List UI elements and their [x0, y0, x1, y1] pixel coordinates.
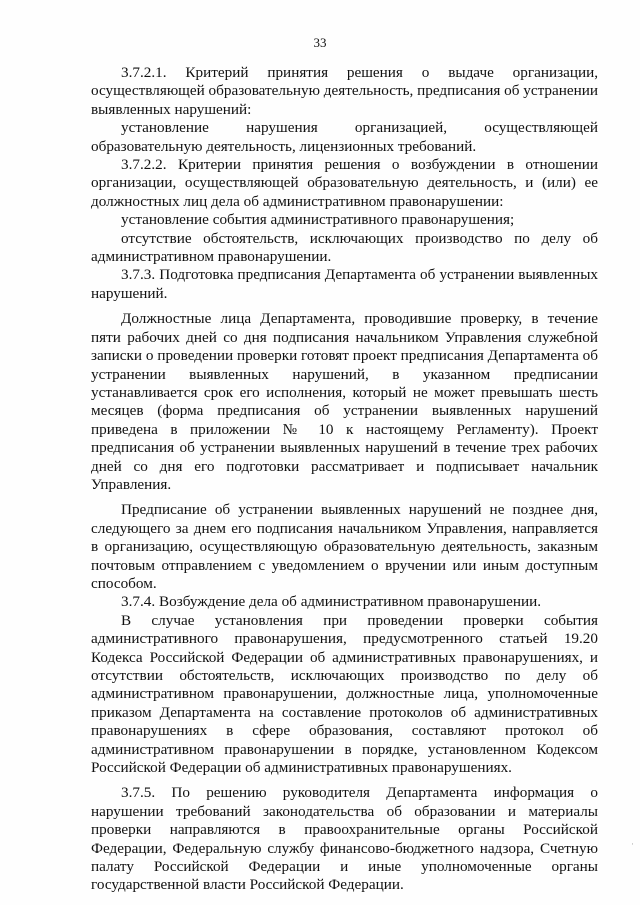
paragraph: Должностные лица Департамента, проводившие проверку, в течение пяти рабочих дней со дня подписания начальником Управления служебной записки о проведении проверки готовят проект предписания Департамента об устранении выявленных нарушений, в указанном предписании устанавливается срок его исполнения, который не может превышать шесть месяцев (форма предписания об устранении выявленных нарушений приведена в приложении № 10 к настоящему Регламенту). Проект предписания об устранении выявленных нарушений в течение трех рабочих дней со дня его подготовки рассматривает и подписывает начальник Управления. [91, 310, 598, 493]
page-number: 33 [313, 35, 327, 50]
paragraph: 3.7.2.2. Критерии принятия решения о возбуждении в отношении организации, осуществляющей образовательную деятельность, и (или) ее должностных лиц дела об административном правонарушении: [91, 156, 598, 210]
paragraph: 3.7.5. По решению руководителя Департамента информация о нарушении требований законодательства об образовании и материалы проверки направляются в правоохранительные органы Российской Федерации, Федеральную службу финансово-бюджетного надзора, Счетную палату Российской Федерации и иные уполномоченные органы государственной власти Российской Федерации. [91, 784, 598, 894]
paragraph: отсутствие обстоятельств, исключающих производство по делу об административном правонарушении. [91, 229, 598, 266]
paragraph: Предписание об устранении выявленных нарушений не позднее дня, следующего за днем его подписания начальником Управления, направляется в организацию, осуществляющую образовательную деятельность, заказным почтовым отправлением с уведомлением о вручении или иным доступным способом. [91, 501, 598, 592]
paragraph: 3.7.2.1. Критерий принятия решения о выдаче организации, осуществляющей образовательную деятельность, предписания об устранении выявленных нарушений: [91, 64, 598, 118]
paragraph: установление события административного правонарушения; [121, 211, 515, 229]
paragraph: В случае установления при проведении проверки события административного правонарушения, предусмотренного статьей 19.20 Кодекса Российской Федерации об административных правонарушениях, и отсутствии обстоятельств, исключающих производство по делу об административном правонарушении, должностные лица, уполномоченные приказом Департамента на составление протоколов об административных правонарушениях в сфере образования, составляют протокол об административном правонарушении в порядке, установленном Кодексом Российской Федерации об административных правонарушениях. [91, 611, 598, 777]
paragraph: 3.7.4. Возбуждение дела об административном правонарушении. [121, 593, 542, 611]
document-body [91, 64, 598, 895]
paragraph: установление нарушения организацией, осуществляющей образовательную деятельность, лицензионных требований. [91, 119, 598, 155]
scan-edge-mark: · [631, 840, 634, 850]
paragraph: 3.7.3. Подготовка предписания Департамента об устранении выявленных нарушений. [91, 266, 598, 302]
